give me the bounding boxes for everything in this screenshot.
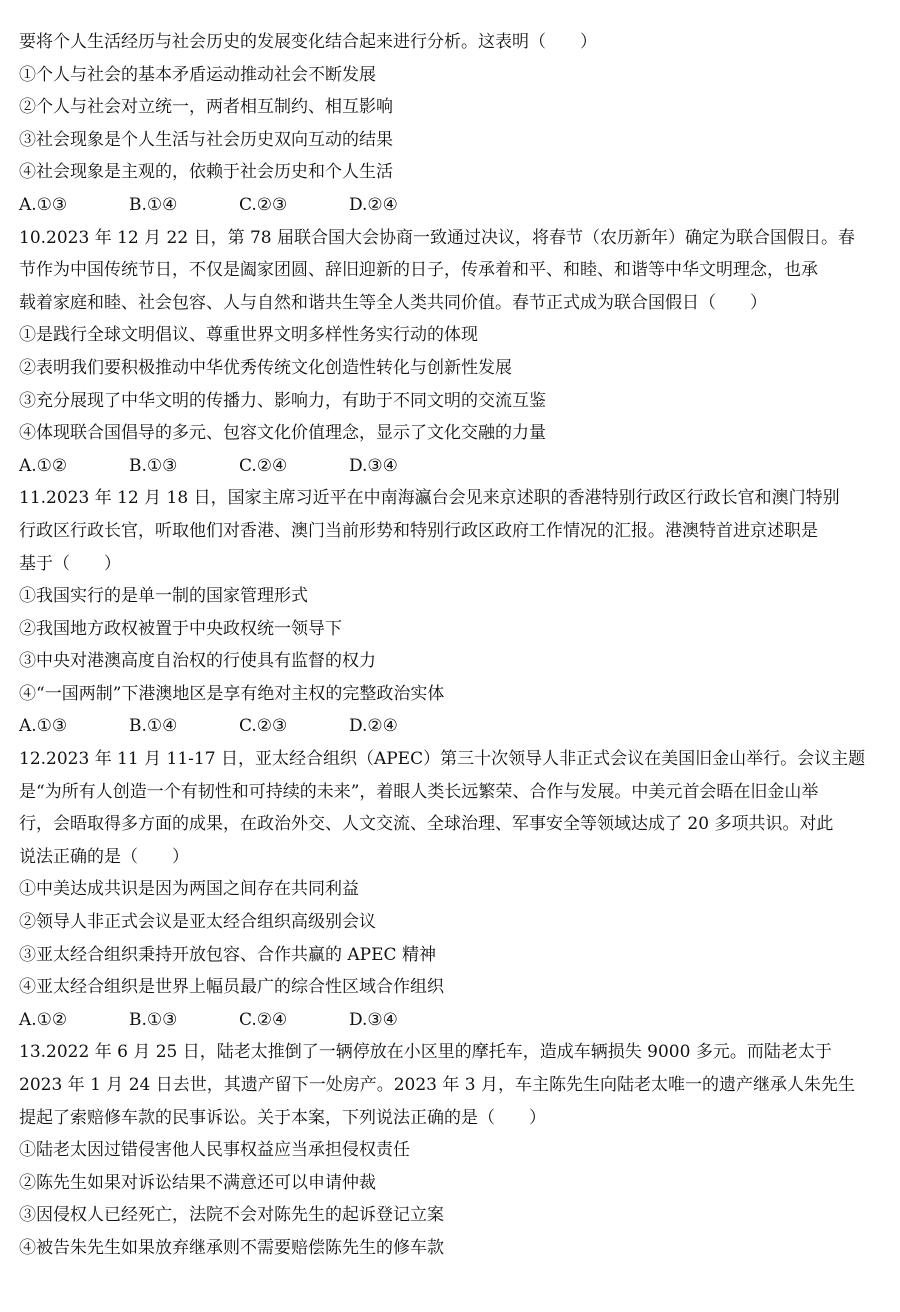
option-a: A.①③ <box>19 716 68 737</box>
question-13-statement-1: ①陆老太因过错侵害他人民事权益应当承担侵权责任 <box>19 1140 410 1161</box>
question-12-statement-3: ③亚太经合组织秉持开放包容、合作共赢的 APEC 精神 <box>19 944 436 965</box>
option-b: B.①④ <box>129 194 178 215</box>
option-a: A.①② <box>19 455 68 476</box>
question-10-stem-line-1: 10.2023 年 12 月 22 日，第 78 届联合国大会协商一致通过决议，将春节（农历新年）确定为联合国假日。春 <box>19 227 856 248</box>
question-10-stem-line-3: 载着家庭和睦、社会包容、人与自然和谐共生等全人类共同价值。春节正式成为联合国假日（ ） <box>19 292 767 313</box>
question-12-options <box>19 1004 878 1037</box>
option-a: A.①③ <box>19 194 68 215</box>
option-c: C.②③ <box>239 194 288 215</box>
question-12-statement-2: ②领导人非正式会议是亚太经合组织高级别会议 <box>19 912 376 933</box>
question-10-statement-3: ③充分展现了中华文明的传播力、影响力，有助于不同文明的交流互鉴 <box>19 390 546 411</box>
question-13-stem-line-1: 13.2022 年 6 月 25 日，陆老太推倒了一辆停放在小区里的摩托车，造成车辆损失 9000 多元。而陆老太于 <box>19 1042 832 1063</box>
question-12-stem-line-2: 是“为所有人创造一个有韧性和可持续的未来”，着眼人类长远繁荣、合作与发展。中美元首会晤在旧金山举 <box>19 781 819 802</box>
question-9-options <box>19 189 878 222</box>
question-12-stem-line-4: 说法正确的是（ ） <box>19 846 189 867</box>
question-12-stem-line-1: 12.2023 年 11 月 11-17 日，亚太经合组织（APEC）第三十次领导人非正式会议在美国旧金山举行。会议主题 <box>19 749 866 770</box>
option-d: D.②④ <box>349 716 398 737</box>
question-9-statement-2: ②个人与社会对立统一，两者相互制约、相互影响 <box>19 97 393 118</box>
question-9-stem-tail: 要将个人生活经历与社会历史的发展变化结合起来进行分析。这表明（ ） <box>19 32 597 52</box>
question-10-stem-line-2: 节作为中国传统节日，不仅是阖家团圆、辞旧迎新的日子，传承着和平、和睦、和谐等中华文明理念，也承 <box>19 260 818 281</box>
option-a: A.①② <box>19 1009 68 1030</box>
question-11-statement-1: ①我国实行的是单一制的国家管理形式 <box>19 586 308 607</box>
question-9-statement-1: ①个人与社会的基本矛盾运动推动社会不断发展 <box>19 64 376 85</box>
option-c: C.②④ <box>239 455 288 476</box>
question-9-statement-4: ④社会现象是主观的，依赖于社会历史和个人生活 <box>19 162 393 183</box>
option-d: D.③④ <box>349 1009 398 1030</box>
question-11-stem-line-2: 行政区行政长官，听取他们对香港、澳门当前形势和特别行政区政府工作情况的汇报。港澳特首进京述职是 <box>19 520 818 541</box>
question-12-stem-line-3: 行，会晤取得多方面的成果，在政治外交、人文交流、全球治理、军事安全等领域达成了 20 多项共识。对此 <box>19 814 834 835</box>
option-b: B.①④ <box>129 716 178 737</box>
question-13-statement-2: ②陈先生如果对诉讼结果不满意还可以申请仲裁 <box>19 1172 376 1193</box>
question-13-statement-3: ③因侵权人已经死亡，法院不会对陈先生的起诉登记立案 <box>19 1205 444 1226</box>
question-10-statement-2: ②表明我们要积极推动中华优秀传统文化创造性转化与创新性发展 <box>19 357 512 378</box>
option-d: D.③④ <box>349 455 398 476</box>
question-10-statement-1: ①是践行全球文明倡议、尊重世界文明多样性务实行动的体现 <box>19 325 478 346</box>
question-11-options <box>19 710 878 743</box>
question-13-stem-line-3: 提起了索赔修车款的民事诉讼。关于本案，下列说法正确的是（ ） <box>19 1107 546 1128</box>
question-13-stem-line-2: 2023 年 1 月 24 日去世，其遗产留下一处房产。2023 年 3 月，车主陈先生向陆老太唯一的遗产继承人朱先生 <box>19 1075 856 1095</box>
question-12-statement-1: ①中美达成共识是因为两国之间存在共同利益 <box>19 879 359 900</box>
option-c: C.②④ <box>239 1009 288 1030</box>
option-b: B.①③ <box>129 1009 178 1030</box>
option-d: D.②④ <box>349 194 398 215</box>
question-11-stem-line-1: 11.2023 年 12 月 18 日，国家主席习近平在中南海瀛台会见来京述职的香港特别行政区行政长官和澳门特别 <box>19 488 840 509</box>
question-10-options <box>19 450 878 483</box>
question-9-statement-3: ③社会现象是个人生活与社会历史双向互动的结果 <box>19 129 393 150</box>
question-11-stem-line-3: 基于（ ） <box>19 553 121 574</box>
question-11-statement-3: ③中央对港澳高度自治权的行使具有监督的权力 <box>19 651 376 672</box>
question-12-statement-4: ④亚太经合组织是世界上幅员最广的综合性区域合作组织 <box>19 977 444 998</box>
question-10-statement-4: ④体现联合国倡导的多元、包容文化价值理念，显示了文化交融的力量 <box>19 423 546 444</box>
option-c: C.②③ <box>239 716 288 737</box>
option-b: B.①③ <box>129 455 178 476</box>
question-11-statement-4: ④“一国两制”下港澳地区是享有绝对主权的完整政治实体 <box>19 683 445 704</box>
question-13-statement-4: ④被告朱先生如果放弃继承则不需要赔偿陈先生的修车款 <box>19 1237 444 1258</box>
question-11-statement-2: ②我国地方政权被置于中央政权统一领导下 <box>19 618 342 639</box>
